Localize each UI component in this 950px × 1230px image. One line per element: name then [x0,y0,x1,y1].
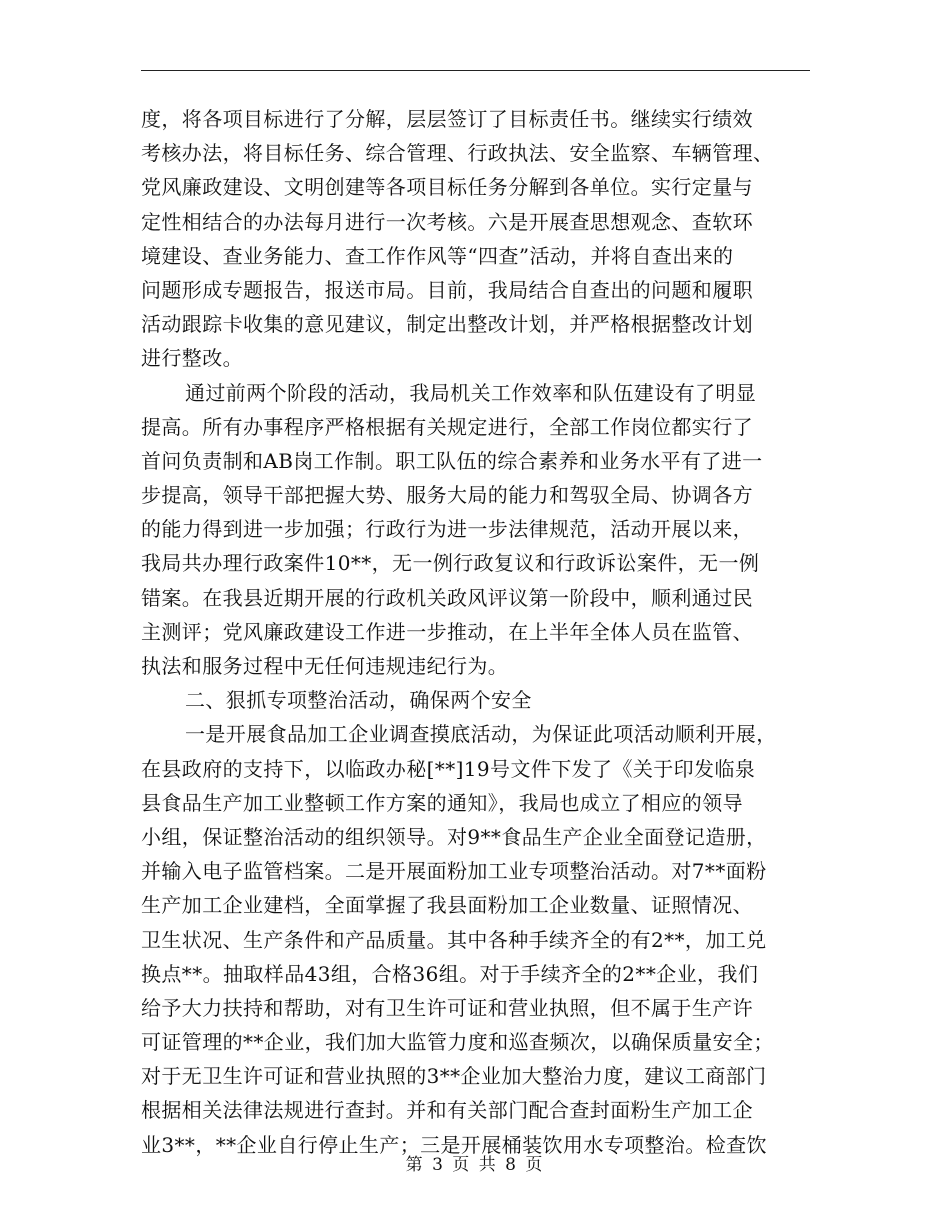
body-text [141,102,810,1162]
text-line: 问题形成专题报告，报送市局。目前，我局结合自查出的问题和履职 [141,277,753,302]
text-line: 业3**，**企业自行停止生产；三是开展桶装饮用水专项整治。检查饮 [141,1132,767,1157]
text-line: 提高。所有办事程序严格根据有关规定进行，全部工作岗位都实行了 [141,414,753,439]
text-line: 县食品生产加工业整顿工作方案的通知》，我局也成立了相应的领导 [141,790,743,815]
text-line: 通过前两个阶段的活动，我局机关工作效率和队伍建设有了明显 [185,380,757,405]
text-line: 考核办法，将目标任务、综合管理、行政执法、安全监察、车辆管理、 [141,141,774,166]
text-line: 生产加工企业建档，全面掌握了我县面粉加工企业数量、证照情况、 [141,893,753,918]
text-line: 定性相结合的办法每月进行一次考核。六是开展查思想观念、查软环 [141,209,753,234]
text-line: 在县政府的支持下，以临政办秘[**]19号文件下发了《关于印发临泉 [141,756,756,781]
text-line: 党风廉政建设、文明创建等各项目标任务分解到各单位。实行定量与 [141,175,753,200]
text-line: 错案。在我县近期开展的行政机关政风评议第一阶段中，顺利通过民 [141,585,753,610]
text-line: 活动跟踪卡收集的意见建议，制定出整改计划，并严格根据整改计划 [141,312,753,337]
text-line: 给予大力扶持和帮助，对有卫生许可证和营业执照，但不属于生产许 [141,995,753,1020]
text-line: 卫生状况、生产条件和产品质量。其中各种手续齐全的有2**，加工兑 [141,927,767,952]
text-line: 二、狠抓专项整治活动，确保两个安全 [185,688,532,713]
page-footer: 第 3 页 共 8 页 [405,1155,545,1175]
text-line: 根据相关法律法规进行查封。并和有关部门配合查封面粉生产加工企 [141,1098,753,1123]
text-line: 步提高，领导干部把握大势、服务大局的能力和驾驭全局、协调各方 [141,483,753,508]
text-line: 执法和服务过程中无任何违规违纪行为。 [141,654,509,678]
text-line: 度，将各项目标进行了分解，层层签订了目标责任书。继续实行绩效 [141,107,753,131]
text-line: 主测评；党风廉政建设工作进一步推动，在上半年全体人员在监管、 [141,619,753,644]
text-line: 小组，保证整治活动的组织领导。对9**食品生产企业全面登记造册， [141,824,767,849]
text-line: 的能力得到进一步加强；行政行为进一步法律规范，活动开展以来， [141,517,753,542]
text-line: 进行整改。 [141,346,243,371]
text-line: 境建设、查业务能力、查工作作风等“四查”活动，并将自查出来的 [141,243,734,268]
text-line: 对于无卫生许可证和营业执照的3**企业加大整治力度，建议工商部门 [141,1064,767,1089]
text-line: 我局共办理行政案件10**，无一例行政复议和行政诉讼案件，无一例 [141,551,760,576]
text-line: 首问负责制和AB岗工作制。职工队伍的综合素养和业务水平有了进一 [141,448,763,473]
text-line: 一是开展食品加工企业调查摸底活动，为保证此项活动顺利开展， [185,722,777,747]
text-line: 可证管理的**企业，我们加大监管力度和巡查频次，以确保质量安全； [141,1030,774,1055]
text-line: 并输入电子监管档案。二是开展面粉加工业专项整治活动。对7**面粉 [141,859,767,884]
header-rule [141,70,810,71]
text-line: 换点**。抽取样品43组，合格36组。对于手续齐全的2**企业，我们 [141,961,759,986]
